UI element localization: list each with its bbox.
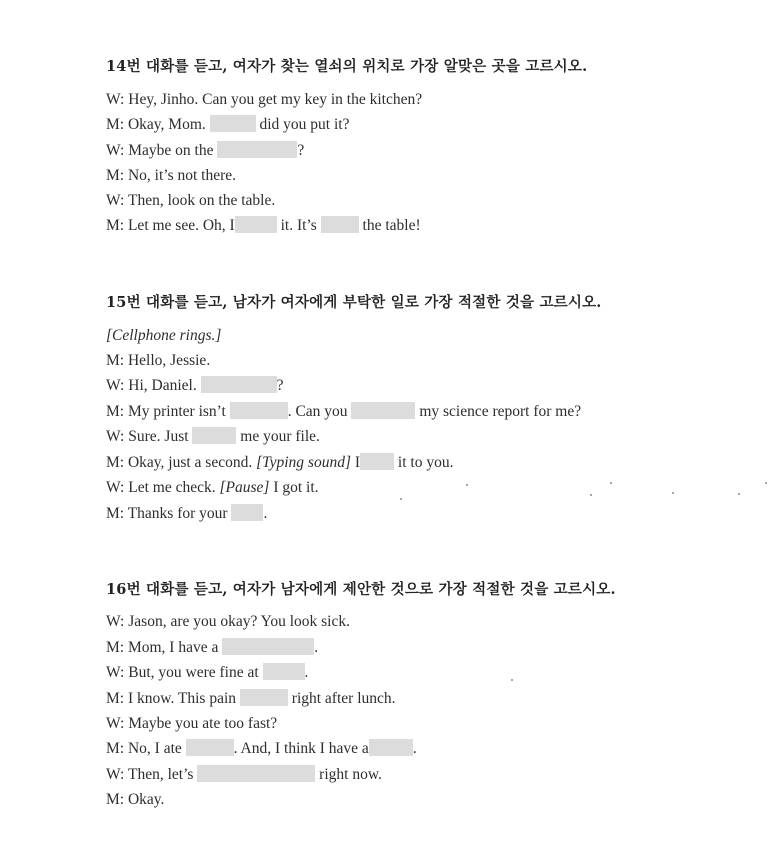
answer-blank[interactable] — [235, 216, 277, 233]
dialogue-line — [106, 402, 581, 422]
line-text: right after lunch. — [291, 690, 396, 707]
dialogue-line — [106, 191, 275, 211]
dialogue-line — [106, 115, 349, 135]
speaker: W: — [106, 377, 125, 394]
line-text: right now. — [319, 766, 382, 783]
scan-speck — [672, 492, 674, 494]
dialogue-line — [106, 90, 422, 110]
line-text: I got it. — [273, 479, 319, 496]
answer-blank[interactable] — [351, 402, 415, 419]
line-text: No, it’s not there. — [127, 167, 237, 184]
answer-blank[interactable] — [192, 427, 236, 444]
line-text: Then, look on the table. — [127, 192, 276, 209]
dialogue-line — [106, 663, 308, 683]
answer-blank[interactable] — [201, 376, 277, 393]
dialogue-line — [106, 689, 396, 709]
line-text: My printer isn’t — [127, 403, 226, 420]
dialogue-line — [106, 714, 277, 734]
scan-speck — [400, 498, 402, 500]
dialogue-line — [106, 739, 417, 759]
line-text: my science report for me? — [419, 403, 582, 420]
line-text: Let me check. — [128, 479, 216, 496]
stage-direction: [Typing sound] — [256, 454, 351, 471]
speaker: M: — [106, 116, 125, 133]
dialogue-line — [106, 504, 267, 524]
line-text: Hello, Jessie. — [127, 352, 211, 369]
speaker: W: — [106, 428, 125, 445]
line-text: . — [412, 740, 417, 757]
line-text: it. It’s — [280, 217, 317, 234]
question-15-title: 15번 대화를 듣고, 남자가 여자에게 부탁한 일로 가장 적절한 것을 고르시오. — [106, 294, 602, 311]
dialogue-line — [106, 790, 164, 810]
speaker: W: — [106, 613, 125, 630]
dialogue-line — [106, 141, 304, 161]
answer-blank[interactable] — [240, 689, 288, 706]
scan-speck — [738, 493, 740, 495]
line-text: Mom, I have a — [127, 639, 219, 656]
line-text: Then, let’s — [127, 766, 194, 783]
line-text: I know. This pain — [127, 690, 237, 707]
line-text: Jason, are you okay? You look sick. — [128, 613, 350, 630]
answer-blank[interactable] — [230, 402, 288, 419]
speaker: W: — [106, 192, 125, 209]
question-14-title: 14번 대화를 듣고, 여자가 찾는 열쇠의 위치로 가장 알맞은 곳을 고르시오. — [106, 58, 588, 75]
line-text: Maybe on the — [128, 142, 214, 159]
line-text: Okay, Mom. — [127, 116, 206, 133]
speaker: W: — [106, 664, 125, 681]
answer-blank[interactable] — [186, 739, 234, 756]
line-text: Okay, just a second. — [127, 454, 253, 471]
speaker: M: — [106, 403, 125, 420]
answer-blank[interactable] — [369, 739, 413, 756]
speaker: M: — [106, 639, 125, 656]
answer-blank[interactable] — [217, 141, 297, 158]
answer-blank[interactable] — [210, 115, 256, 132]
speaker: M: — [106, 352, 125, 369]
dialogue-line — [106, 478, 319, 498]
line-text: . — [304, 664, 309, 681]
speaker: M: — [106, 791, 125, 808]
dialogue-line — [106, 376, 283, 396]
line-text: Okay. — [127, 791, 165, 808]
speaker: W: — [106, 142, 125, 159]
scan-speck — [765, 482, 767, 484]
line-text: I — [354, 454, 361, 471]
answer-blank[interactable] — [197, 765, 315, 782]
line-text: But, you were fine at — [128, 664, 259, 681]
line-text: Thanks for your — [127, 505, 228, 522]
stage-direction: [Pause] — [219, 479, 270, 496]
line-text: Let me see. Oh, I — [127, 217, 235, 234]
stage-direction: [Cellphone rings.] — [106, 327, 222, 344]
speaker: M: — [106, 167, 125, 184]
scan-speck — [511, 679, 513, 681]
dialogue-line — [106, 638, 318, 658]
line-text: ? — [276, 377, 284, 394]
scan-speck — [590, 494, 592, 496]
line-text: . — [314, 639, 319, 656]
answer-blank[interactable] — [231, 504, 263, 521]
dialogue-line — [106, 765, 382, 785]
speaker: W: — [106, 479, 125, 496]
answer-blank[interactable] — [360, 453, 394, 470]
scan-speck — [466, 484, 468, 486]
scan-speck — [610, 482, 612, 484]
line-text: ? — [297, 142, 305, 159]
answer-blank[interactable] — [321, 216, 359, 233]
line-text: it to you. — [397, 454, 454, 471]
dialogue-line — [106, 612, 350, 632]
question-16-title: 16번 대화를 듣고, 여자가 남자에게 제안한 것으로 가장 적절한 것을 고르시오. — [106, 581, 616, 598]
line-text: me your file. — [240, 428, 320, 445]
speaker: W: — [106, 766, 125, 783]
speaker: M: — [106, 690, 125, 707]
speaker: W: — [106, 715, 125, 732]
speaker: M: — [106, 505, 125, 522]
line-text: . Can you — [287, 403, 348, 420]
speaker: W: — [106, 91, 125, 108]
speaker: M: — [106, 454, 125, 471]
speaker: M: — [106, 740, 125, 757]
line-text: . — [263, 505, 268, 522]
line-text: Hi, Daniel. — [128, 377, 197, 394]
line-text: Maybe you ate too fast? — [128, 715, 278, 732]
dialogue-line — [106, 427, 320, 447]
line-text: No, I ate — [127, 740, 182, 757]
dialogue-line — [106, 216, 421, 236]
line-text: Hey, Jinho. Can you get my key in the kitchen? — [128, 91, 423, 108]
speaker: M: — [106, 217, 125, 234]
dialogue-line — [106, 453, 453, 473]
line-text: did you put it? — [259, 116, 350, 133]
dialogue-line — [106, 166, 236, 186]
line-text: the table! — [362, 217, 421, 234]
line-text: Sure. Just — [128, 428, 189, 445]
answer-blank[interactable] — [263, 663, 305, 680]
dialogue-line — [106, 351, 210, 371]
answer-blank[interactable] — [222, 638, 314, 655]
line-text: . And, I think I have a — [233, 740, 369, 757]
